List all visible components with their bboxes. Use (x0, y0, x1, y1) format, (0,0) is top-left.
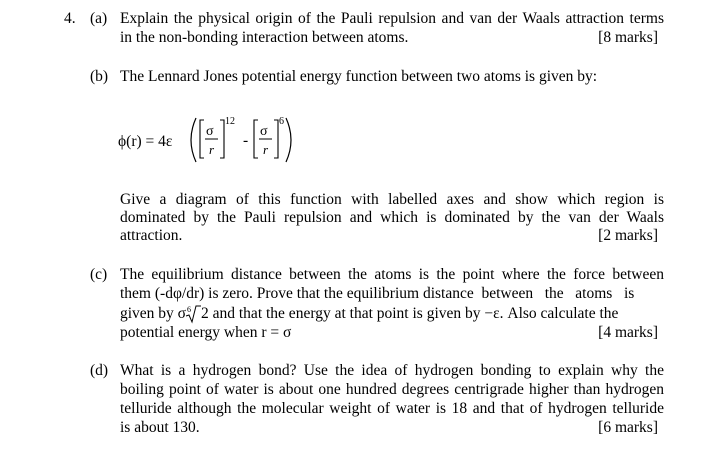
r-1: r (209, 142, 215, 157)
equation-lhs: ϕ(r) = 4ε (118, 133, 173, 150)
part-d-line-1: What is a hydrogen bond? Use the idea of hydrogen bonding to explain why the (120, 362, 664, 379)
part-c-line-1: The equilibrium distance between the atoms is the point where the force between (120, 266, 664, 283)
part-a-label: (a) (90, 10, 108, 27)
root-sign-icon (185, 304, 201, 324)
part-c-marks: [4 marks] (598, 324, 658, 341)
part-b-line-3: attraction. (120, 227, 183, 244)
part-c-label: (c) (90, 266, 108, 283)
sigma-1: σ (206, 124, 214, 139)
part-c-line-3-end: 2 and that the energy at that point is given by −ε. Also calculate the (201, 305, 619, 322)
part-a-line-2: in the non-bonding interaction between atoms. (120, 29, 409, 46)
part-c-line-2: them (-dφ/dr) is zero. Prove that the equilibrium distance between the atoms is (120, 285, 635, 302)
part-b-label: (b) (90, 68, 109, 85)
part-d-label: (d) (90, 362, 109, 379)
part-b-line-1: Give a diagram of this function with labelled axes and show which region is (120, 191, 664, 208)
part-c-line-3-start: given by σ (120, 305, 187, 322)
part-d-line-4: is about 130. (120, 419, 200, 436)
sigma-2: σ (260, 124, 268, 139)
minus-sign: - (243, 132, 249, 149)
part-c-line-4: potential energy when r = σ (120, 324, 292, 341)
r-2: r (263, 142, 269, 157)
part-d-marks: [6 marks] (598, 419, 658, 436)
equation-graphic (116, 112, 316, 168)
part-b-line-2: dominated by the Pauli repulsion and which is dominated by the van der Waals (120, 209, 664, 226)
part-a-line-1: Explain the physical origin of the Pauli repulsion and van der Waals attraction terms (120, 10, 664, 27)
part-b-intro: The Lennard Jones potential energy function between two atoms is given by: (120, 68, 598, 85)
exponent-12: 12 (225, 116, 235, 127)
part-b-marks: [2 marks] (598, 227, 658, 244)
question-number: 4. (64, 10, 76, 27)
part-d-line-2: boiling point of water is about one hundred degrees centrigrade higher than hydrogen (120, 381, 664, 398)
part-d-line-3: telluride although the molecular weight of water is 18 and that of hydrogen telluride (120, 400, 664, 417)
root-index: 6 (187, 305, 191, 314)
exponent-6: 6 (279, 116, 284, 127)
sixth-root-symbol (185, 304, 201, 324)
lennard-jones-equation (116, 112, 316, 168)
part-a-marks: [8 marks] (598, 29, 658, 46)
